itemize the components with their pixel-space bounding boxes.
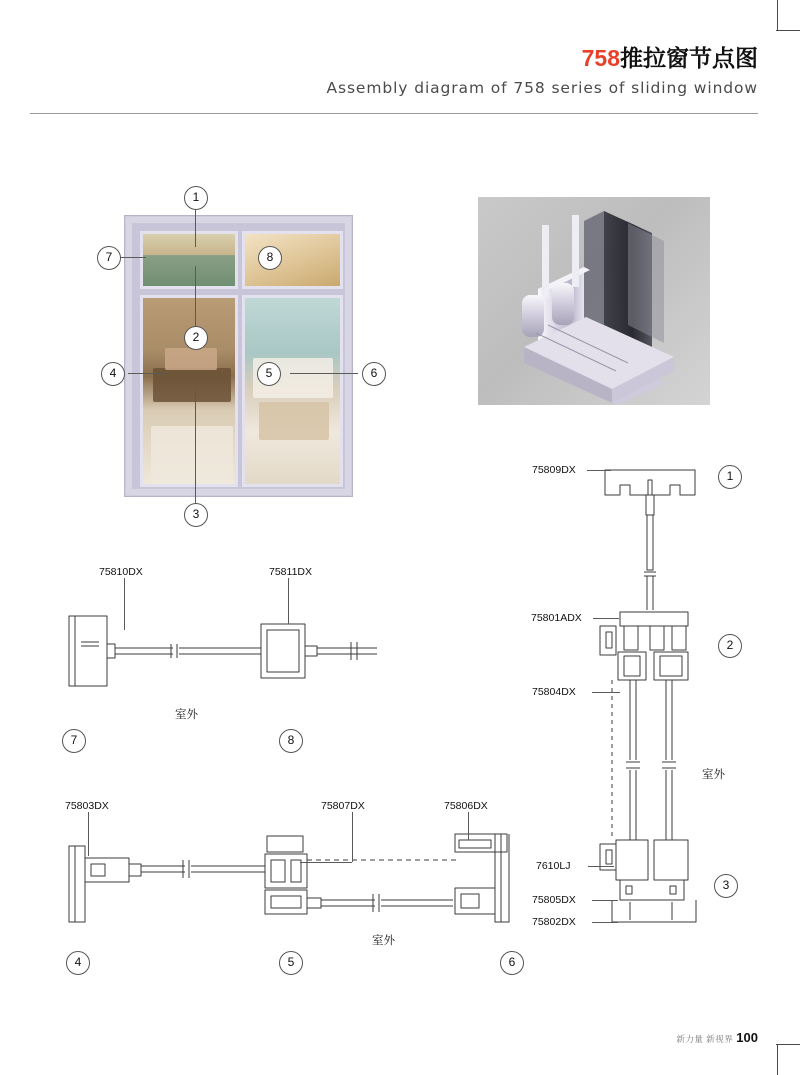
crop-mark-bottom-right-horizontal	[776, 1044, 800, 1045]
label-75811dx: 75811DX	[269, 566, 313, 578]
callout-5-window[interactable]: 5	[257, 362, 281, 386]
label-75807dx: 75807DX	[321, 800, 365, 812]
page-title	[326, 44, 758, 72]
callout-6-window[interactable]: 6	[362, 362, 386, 386]
callout-4-section[interactable]: 4	[66, 951, 90, 975]
outdoor-label-bottom: 室外	[372, 935, 395, 947]
label-75805dx: 75805DX	[532, 894, 576, 906]
crop-mark-top-right-horizontal	[776, 30, 800, 31]
leader-75811dx-v	[288, 578, 289, 624]
section-middle-row	[55, 600, 395, 710]
callout-7-window[interactable]: 7	[97, 246, 121, 270]
render-artwork	[478, 197, 710, 405]
callout-4-window[interactable]: 4	[101, 362, 125, 386]
leader-75803dx-v	[88, 812, 89, 856]
crop-mark-top-right-vertical	[777, 0, 778, 30]
section-right-column	[520, 440, 780, 960]
leader-75807dx-h	[300, 862, 352, 863]
leader-callout-3	[195, 390, 196, 503]
leader-75805dx	[592, 900, 618, 901]
leader-75801adx	[593, 618, 619, 619]
leader-75804dx	[592, 692, 620, 693]
header-divider	[30, 113, 758, 114]
window-pane-bottom-left	[140, 295, 238, 487]
page-footer	[676, 1029, 758, 1047]
label-7610lj: 7610LJ	[536, 860, 571, 872]
page-title-number: 758	[581, 45, 620, 71]
section-bottom-row	[55, 818, 525, 948]
callout-2-section[interactable]: 2	[718, 634, 742, 658]
label-75801adx: 75801ADX	[531, 612, 582, 624]
label-75802dx: 75802DX	[532, 916, 576, 928]
window-frame	[132, 223, 345, 489]
footer-page-number: 100	[736, 1030, 758, 1045]
bottom-row-profiles	[55, 818, 525, 948]
leader-callout-4	[128, 373, 168, 374]
leader-75809dx	[587, 470, 611, 471]
leader-75806dx-v	[468, 812, 469, 840]
window-pane-top-left	[140, 231, 238, 289]
label-75803dx: 75803DX	[65, 800, 109, 812]
footer-brand: 新力量 新视界	[676, 1034, 734, 1044]
leader-callout-1	[195, 207, 196, 247]
callout-5-section[interactable]: 5	[279, 951, 303, 975]
leader-7610lj	[588, 866, 614, 867]
callout-3-section[interactable]: 3	[714, 874, 738, 898]
page-subtitle: Assembly diagram of 758 series of sliding window	[326, 79, 758, 97]
leader-callout-7	[120, 257, 146, 258]
page-title-text: 推拉窗节点图	[620, 45, 758, 71]
outdoor-label-middle: 室外	[175, 709, 198, 721]
callout-8-window[interactable]: 8	[258, 246, 282, 270]
callout-1-section[interactable]: 1	[718, 465, 742, 489]
callout-7-section[interactable]: 7	[62, 729, 86, 753]
sliding-window-photo	[124, 215, 353, 497]
page-header	[326, 44, 758, 97]
callout-1-window[interactable]: 1	[184, 186, 208, 210]
window-pane-bottom-right	[242, 295, 343, 487]
outdoor-label-right: 室外	[702, 769, 725, 781]
leader-75810dx-v	[124, 578, 125, 630]
middle-row-profiles	[55, 600, 395, 710]
leader-75802dx	[592, 922, 618, 923]
callout-8-section[interactable]: 8	[279, 729, 303, 753]
leader-75807dx-v	[352, 812, 353, 862]
corner-assembly-render	[478, 197, 710, 405]
right-column-profiles	[520, 440, 780, 960]
label-75804dx: 75804DX	[532, 686, 576, 698]
window-pane-top-right	[242, 231, 343, 289]
callout-3-window[interactable]: 3	[184, 503, 208, 527]
label-75806dx: 75806DX	[444, 800, 488, 812]
callout-2-window[interactable]: 2	[184, 326, 208, 350]
crop-mark-bottom-right-vertical	[777, 1045, 778, 1075]
callout-6-section[interactable]: 6	[500, 951, 524, 975]
leader-callout-6	[290, 373, 358, 374]
label-75809dx: 75809DX	[532, 464, 576, 476]
label-75810dx: 75810DX	[99, 566, 143, 578]
